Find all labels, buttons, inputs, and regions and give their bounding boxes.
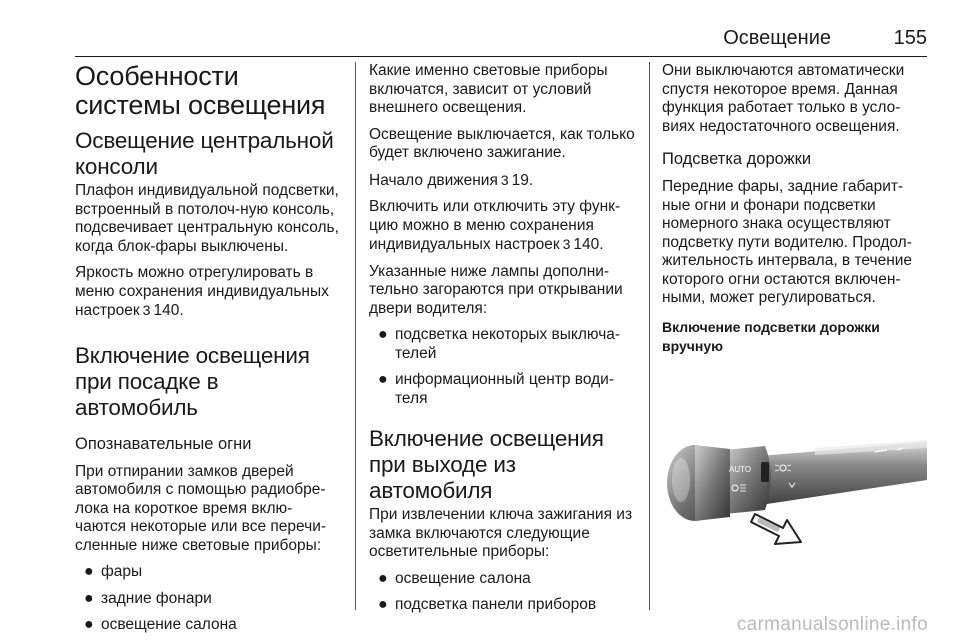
light-switch-stalk-illustration [665, 428, 930, 553]
list-item: ● информационный центр води-теля [378, 371, 614, 407]
list-item: ● освещение салона [84, 616, 237, 633]
column-divider [355, 62, 356, 610]
page-header [75, 22, 927, 57]
bullet-list [75, 563, 343, 635]
list-item: ● задние фонари [84, 589, 212, 607]
subheading-identification-lights: Опознавательные огни [75, 434, 252, 453]
paragraph: Какие именно световые приборы включатся, зависит от условий внешнего освещения. [369, 62, 608, 116]
column-3 [662, 62, 930, 362]
list-item: ● фары [84, 563, 143, 580]
paragraph: Плафон индивидуальной подсветки, встроенный в потолоч-ную консоль, подсвечивает центральную консоль, когда блок-фары выключены. [75, 182, 339, 255]
heading-console-lighting: Освещение центральной консоли [75, 128, 334, 179]
reference-arrow-icon: 3 [142, 302, 151, 318]
watermark: carmanualsonline.info [736, 614, 928, 635]
subheading-manual-path-lighting: Включение подсветки дорожки вручную [662, 318, 880, 354]
reference-arrow-icon: 3 [500, 171, 509, 188]
paragraph: Они выключаются автоматически спустя некоторое время. Данная функция работает только в усло-виях недостаточного освещения. [662, 62, 905, 135]
auto-label: AUTO [729, 465, 752, 474]
list-item: ● подсветка некоторых выключа-телей [378, 326, 621, 362]
column-2 [369, 62, 637, 623]
paragraph: Передние фары, задние габарит-ные огни и фонари подсветки номерного знака осуществляют подсветку пути водителю. Продол-жительность интервала, в течение которого огни остаются включен-ными, может регулироваться. [662, 178, 913, 306]
paragraph: При отпирании замков дверей автомобиля с помощью радиобре-лока на короткое время вклю-чаются некоторые или все перечи-сленные ниже световые приборы: [75, 462, 327, 554]
paragraph: Освещение выключается, как только будет включено зажигание. [369, 125, 635, 161]
reference-arrow-icon: 3 [562, 236, 571, 252]
paragraph: Начало движения 3 19. [369, 171, 534, 189]
bullet-list [369, 326, 637, 408]
paragraph: При извлечении ключа зажигания из замка включаются следующие осветительные приборы: [369, 506, 633, 560]
main-heading: Особенности системы освещения [75, 61, 326, 120]
heading-exit-lighting: Включение освещения при выходе из автомобиля [369, 426, 604, 503]
page-number: 155 [893, 27, 927, 49]
heading-entry-lighting: Включение освещения при посадке в автомобиль [75, 342, 310, 420]
column-divider [649, 62, 650, 610]
bullet-list [369, 570, 637, 615]
list-item: ● освещение салона [378, 569, 531, 587]
subheading-path-lighting: Подсветка дорожки [662, 150, 812, 168]
paragraph: Включить или отключить эту функ-цию можно в меню сохранения индивидуальных настроек 3 140. [369, 198, 621, 253]
paragraph: Яркость можно отрегулировать в меню сохранения индивидуальных настроек 3 140. [75, 264, 329, 319]
section-title: Освещение [723, 27, 831, 49]
column-1 [75, 62, 343, 643]
list-item: ● подсветка панели приборов [378, 596, 597, 613]
paragraph: Указанные ниже лампы дополни-тельно загораются при открывании двери водителя: [369, 262, 623, 317]
